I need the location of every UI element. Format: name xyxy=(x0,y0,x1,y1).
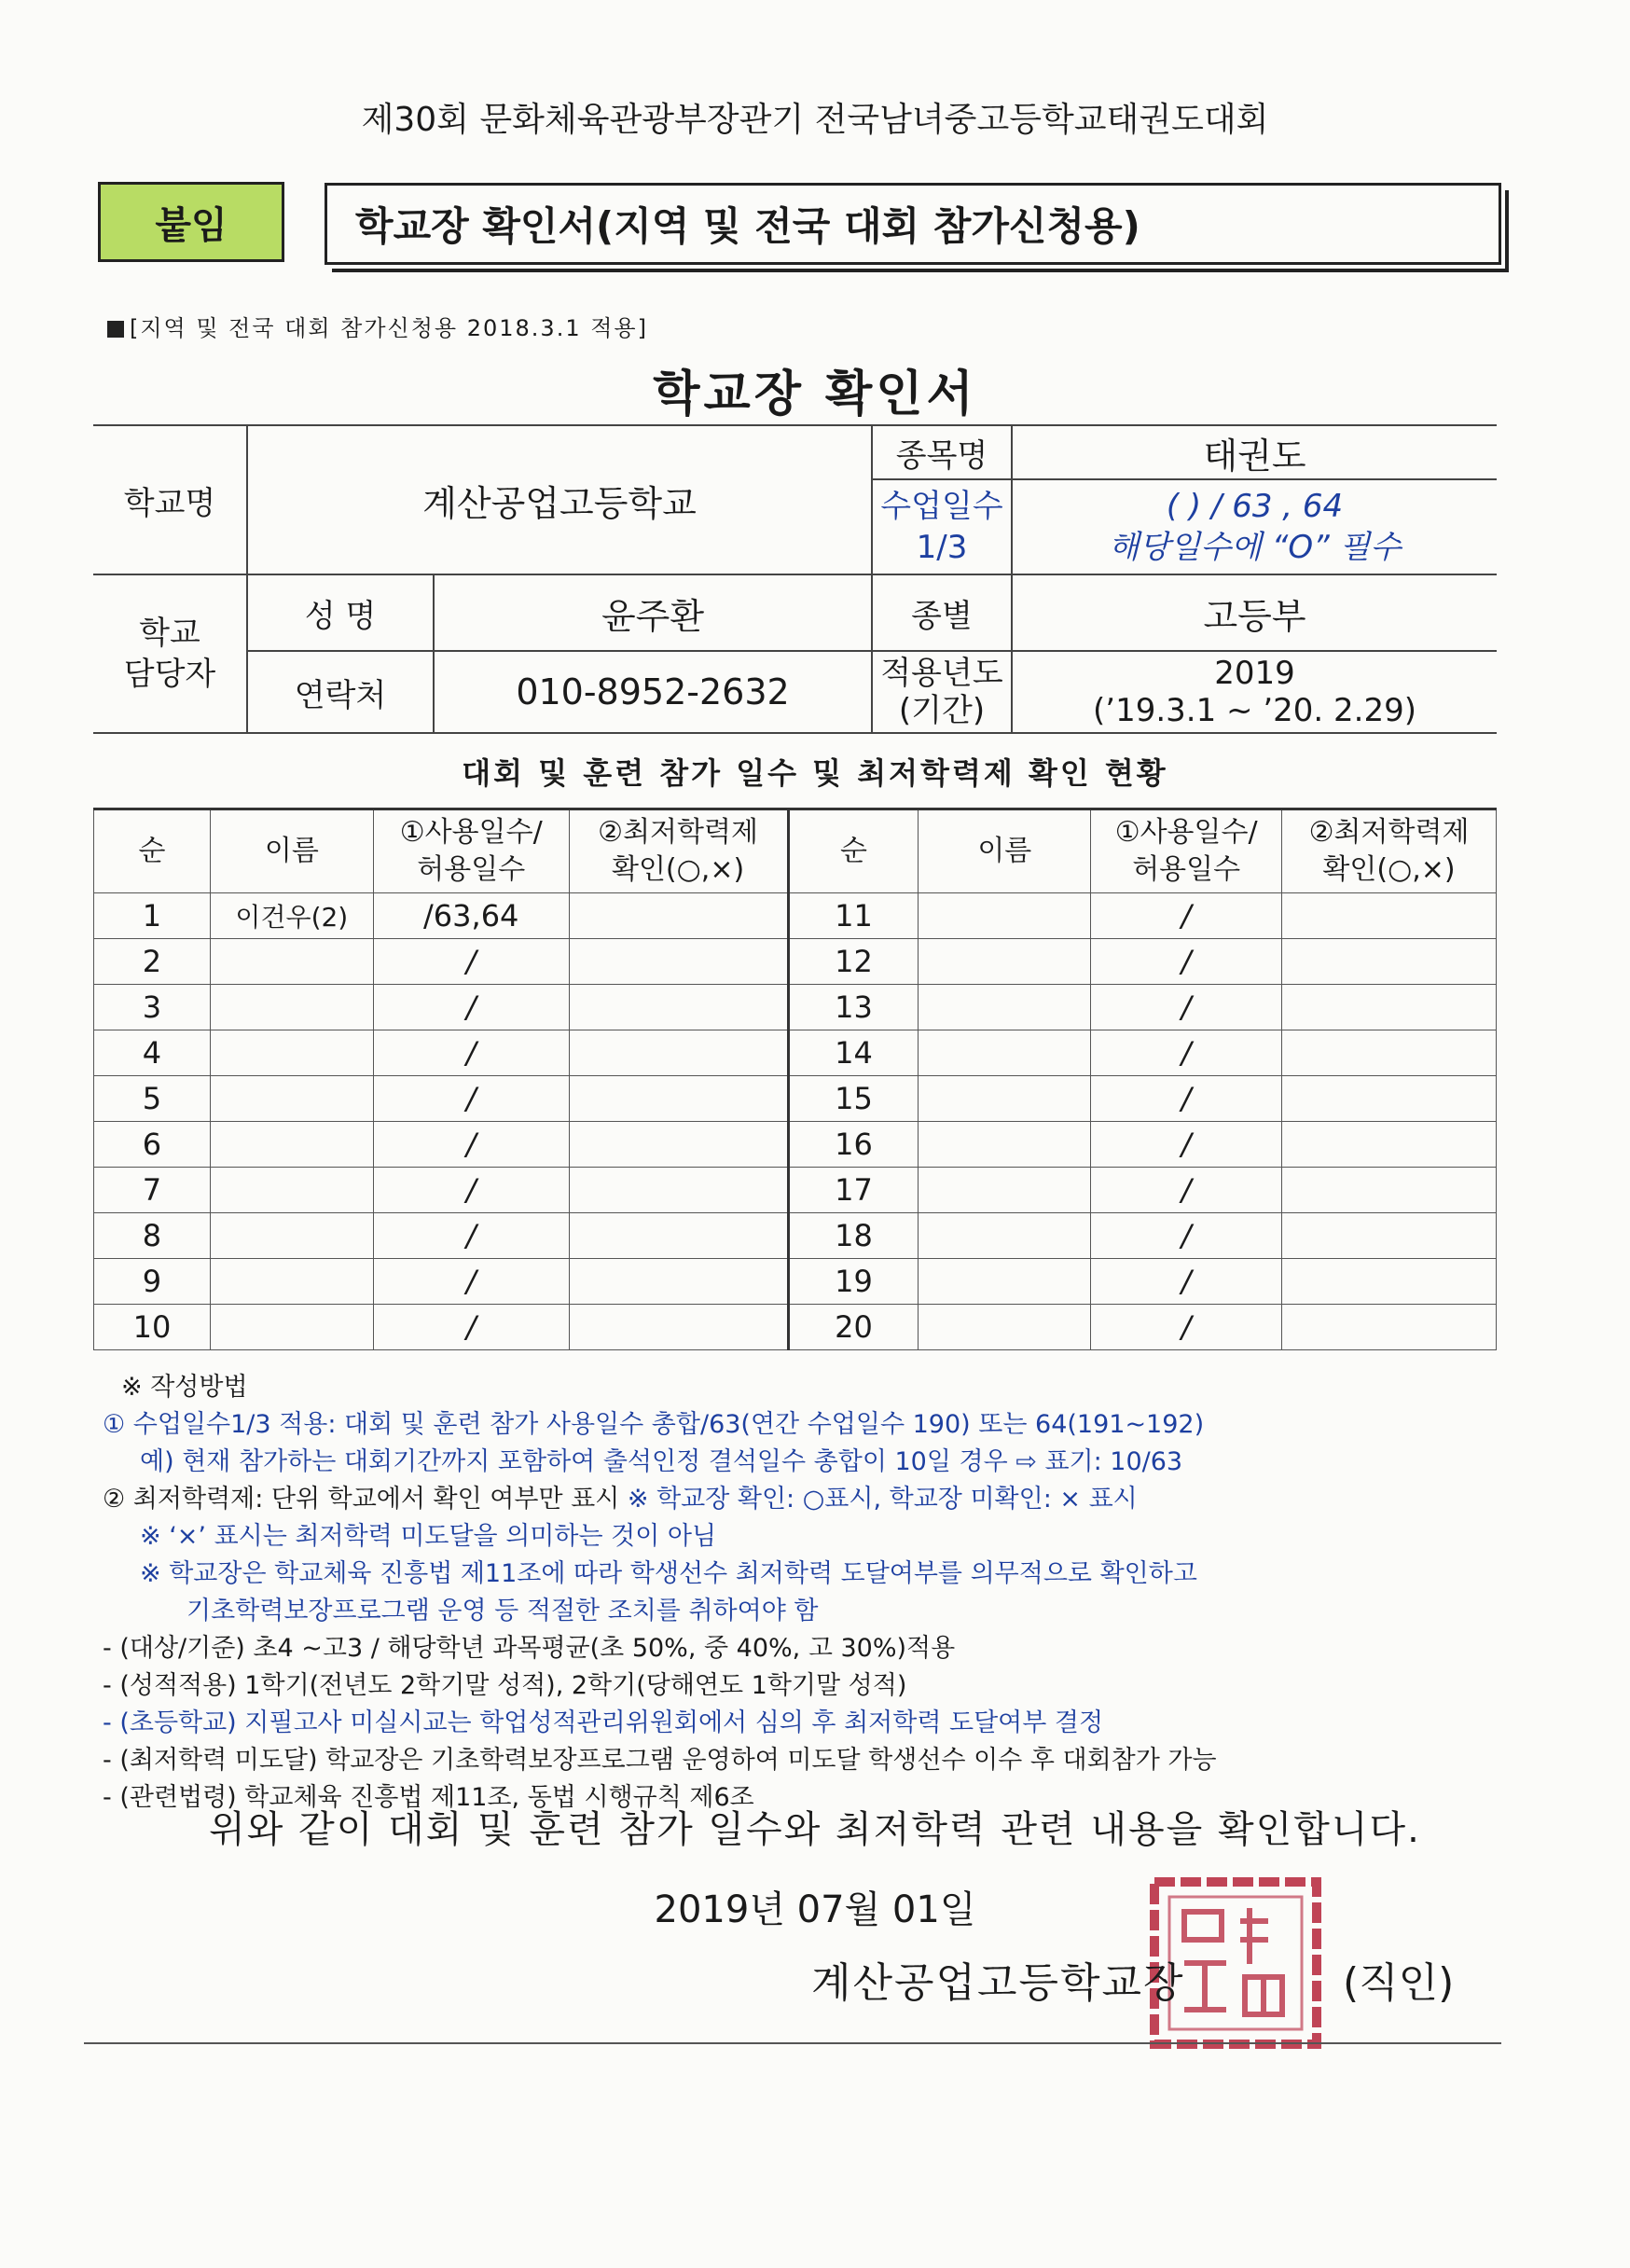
classdays-label xyxy=(872,479,1012,574)
classdays-label-line2: 1/3 xyxy=(916,529,968,566)
form-note xyxy=(107,310,648,342)
col-min-right-line1: ②최저학력제 xyxy=(1308,816,1470,849)
row-days: / xyxy=(1091,1168,1282,1213)
row-no: 1 xyxy=(94,893,211,939)
row-name xyxy=(919,1213,1091,1259)
row-no: 6 xyxy=(94,1122,211,1168)
row-name xyxy=(919,1259,1091,1305)
event-title: 제30회 문화체육관광부장관기 전국남녀중고등학교태권도대회 xyxy=(361,101,1269,139)
method-line-4: ※ ‘×’ 표시는 최저학력 미도달을 의미하는 것이 아님 xyxy=(140,1522,717,1551)
table-row xyxy=(94,1213,1497,1259)
method-heading: ※ 작성방법 xyxy=(121,1373,248,1402)
row-days: / xyxy=(373,1076,569,1122)
row-min xyxy=(569,1030,788,1076)
document-heading: 학교장 확인서 xyxy=(653,366,977,422)
row-no: 14 xyxy=(788,1030,919,1076)
row-name xyxy=(919,939,1091,985)
contact-label: 연락처 xyxy=(247,651,434,733)
col-days-left-line2: 허용일수 xyxy=(417,853,526,886)
row-days: / xyxy=(1091,1259,1282,1305)
row-days: / xyxy=(1091,1030,1282,1076)
row-no: 5 xyxy=(94,1076,211,1122)
row-min xyxy=(569,985,788,1030)
col-min-left-line1: ②최저학력제 xyxy=(598,816,758,849)
row-days: / xyxy=(373,939,569,985)
col-min-left xyxy=(569,809,788,893)
row-days: / xyxy=(1091,1076,1282,1122)
event-label: 종목명 xyxy=(872,425,1012,479)
table-row xyxy=(94,1076,1497,1122)
status-header-row xyxy=(94,809,1497,893)
classdays-value-line2: 해당일수에 “O” 필수 xyxy=(1108,529,1402,566)
row-days: / xyxy=(1091,1213,1282,1259)
year-value-line2: (’19.3.1 ~ ’20. 2.29) xyxy=(1093,692,1416,729)
row-no: 8 xyxy=(94,1213,211,1259)
row-days: / xyxy=(373,1259,569,1305)
method-line-3 xyxy=(103,1481,1520,1518)
row-min xyxy=(569,1213,788,1259)
row-no: 15 xyxy=(788,1076,919,1122)
row-days: / xyxy=(1091,1305,1282,1350)
row-days: / xyxy=(1091,985,1282,1030)
method-line-7: - (대상/기준) 초4 ~고3 / 해당학년 과목평균(초 50%, 중 40%, 고 30%)적용 xyxy=(103,1634,956,1663)
row-no: 3 xyxy=(94,985,211,1030)
method-line-6: 기초학력보장프로그램 운영 등 적절한 조치를 취하여야 함 xyxy=(186,1597,819,1625)
school-value: 계산공업고등학교 xyxy=(247,425,872,574)
method-line-2: 예) 현재 참가하는 대회기간까지 포함하여 출석인정 결석일수 총합이 10일 경우 ⇨ 표기: 10/63 xyxy=(140,1447,1183,1476)
row-no: 9 xyxy=(94,1259,211,1305)
form-note-text: [지역 및 전국 대회 참가신청용 2018.3.1 적용] xyxy=(130,315,648,341)
row-days: / xyxy=(1091,1122,1282,1168)
row-name xyxy=(210,1030,373,1076)
year-value xyxy=(1012,651,1497,733)
division-value: 고등부 xyxy=(1012,574,1497,651)
table-row xyxy=(94,939,1497,985)
division-label: 종별 xyxy=(872,574,1012,651)
row-min xyxy=(569,939,788,985)
table-row xyxy=(94,1305,1497,1350)
row-min xyxy=(569,1168,788,1213)
year-label xyxy=(872,651,1012,733)
row-days: / xyxy=(373,1122,569,1168)
signer-name: 계산공업고등학교장 xyxy=(811,1959,1185,2007)
attachment-badge: 붙임 xyxy=(98,182,284,262)
name-label: 성 명 xyxy=(247,574,434,651)
seal-label: (직인) xyxy=(1343,1959,1455,2007)
issue-date: 2019년 07월 01일 xyxy=(654,1888,976,1931)
table-row xyxy=(94,985,1497,1030)
table-row xyxy=(94,893,1497,939)
info-table xyxy=(93,424,1497,734)
year-label-line2: (기간) xyxy=(898,692,986,729)
row-no: 19 xyxy=(788,1259,919,1305)
status-heading: 대회 및 훈련 참가 일수 및 최저학력제 확인 현황 xyxy=(462,755,1168,791)
row-name xyxy=(919,893,1091,939)
row-days: / xyxy=(373,1213,569,1259)
school-label: 학교명 xyxy=(93,425,247,574)
row-name: 이건우(2) xyxy=(210,893,373,939)
col-no-left: 순 xyxy=(94,809,211,893)
row-name xyxy=(210,1259,373,1305)
writing-method xyxy=(103,1369,1520,1817)
col-min-left-line2: 확인(○,×) xyxy=(611,853,745,886)
row-name xyxy=(919,985,1091,1030)
row-name xyxy=(210,1168,373,1213)
row-days: / xyxy=(1091,939,1282,985)
table-row xyxy=(94,1122,1497,1168)
col-days-left xyxy=(373,809,569,893)
row-min xyxy=(1282,1168,1497,1213)
row-no: 7 xyxy=(94,1168,211,1213)
form-title: 학교장 확인서(지역 및 전국 대회 참가신청용) xyxy=(325,183,1501,265)
method-line-11: - (관련법령) 학교체육 진흥법 제11조, 동법 시행규칙 제6조 xyxy=(103,1783,754,1812)
row-min xyxy=(1282,893,1497,939)
row-name xyxy=(919,1168,1091,1213)
row-no: 4 xyxy=(94,1030,211,1076)
classdays-label-line1: 수업일수 xyxy=(880,488,1003,525)
row-name xyxy=(919,1076,1091,1122)
row-name xyxy=(210,1122,373,1168)
row-min xyxy=(569,1076,788,1122)
row-name xyxy=(210,1305,373,1350)
confirmation-statement: 위와 같이 대회 및 훈련 참가 일수와 최저학력 관련 내용을 확인합니다. xyxy=(209,1808,1421,1851)
col-no-right: 순 xyxy=(788,809,919,893)
col-name-left: 이름 xyxy=(210,809,373,893)
row-min xyxy=(1282,1076,1497,1122)
row-no: 10 xyxy=(94,1305,211,1350)
bottom-divider xyxy=(84,2042,1501,2044)
row-name xyxy=(210,1213,373,1259)
row-min xyxy=(1282,985,1497,1030)
table-row xyxy=(94,1259,1497,1305)
row-name xyxy=(919,1030,1091,1076)
row-no: 16 xyxy=(788,1122,919,1168)
col-min-right-line2: 확인(○,×) xyxy=(1322,853,1456,886)
method-line-3a: ② 최저학력제: 단위 학교에서 확인 여부만 표시 xyxy=(103,1485,628,1514)
row-days: / xyxy=(373,985,569,1030)
row-no: 17 xyxy=(788,1168,919,1213)
staff-label-line2: 담당자 xyxy=(123,656,216,693)
method-line-10: - (최저학력 미도달) 학교장은 기초학력보장프로그램 운영하여 미도달 학생선수 이수 후 대회참가 가능 xyxy=(103,1746,1217,1775)
row-name xyxy=(210,985,373,1030)
staff-label-line1: 학교 xyxy=(139,615,200,652)
contact-value: 010-8952-2632 xyxy=(434,651,872,733)
method-line-1: ① 수업일수1/3 적용: 대회 및 훈련 참가 사용일수 총합/63(연간 수업일수 190) 또는 64(191~192) xyxy=(103,1410,1205,1439)
row-days: / xyxy=(373,1030,569,1076)
col-days-right xyxy=(1091,809,1282,893)
classdays-value xyxy=(1012,479,1497,574)
row-name xyxy=(210,1076,373,1122)
row-no: 20 xyxy=(788,1305,919,1350)
square-bullet-icon xyxy=(107,321,124,338)
row-no: 13 xyxy=(788,985,919,1030)
row-no: 12 xyxy=(788,939,919,985)
table-row xyxy=(94,1168,1497,1213)
name-value: 윤주환 xyxy=(434,574,872,651)
row-days: / xyxy=(1091,893,1282,939)
row-name xyxy=(919,1305,1091,1350)
row-min xyxy=(569,1305,788,1350)
col-days-left-line1: ①사용일수/ xyxy=(399,816,543,849)
method-line-9: - (초등학교) 지필고사 미실시교는 학업성적관리위원회에서 심의 후 최저학력 도달여부 결정 xyxy=(103,1708,1104,1737)
row-name xyxy=(919,1122,1091,1168)
year-label-line1: 적용년도 xyxy=(880,655,1003,692)
row-min xyxy=(1282,1305,1497,1350)
method-line-8: - (성적적용) 1학기(전년도 2학기말 성적), 2학기(당해연도 1학기말 성적) xyxy=(103,1671,907,1700)
row-min xyxy=(1282,1030,1497,1076)
table-row xyxy=(94,1030,1497,1076)
year-value-line1: 2019 xyxy=(1214,655,1295,692)
status-table xyxy=(93,808,1497,1350)
row-days: / xyxy=(373,1168,569,1213)
row-min xyxy=(569,893,788,939)
staff-label xyxy=(93,574,247,733)
row-min xyxy=(1282,1213,1497,1259)
row-days: /63,64 xyxy=(373,893,569,939)
col-min-right xyxy=(1282,809,1497,893)
row-name xyxy=(210,939,373,985)
row-days: / xyxy=(373,1305,569,1350)
method-line-3b: ※ 학교장 확인: ○표시, 학교장 미확인: × 표시 xyxy=(627,1485,1138,1514)
row-min xyxy=(569,1259,788,1305)
row-min xyxy=(1282,1259,1497,1305)
event-value: 태권도 xyxy=(1012,425,1497,479)
row-no: 18 xyxy=(788,1213,919,1259)
col-days-right-line2: 허용일수 xyxy=(1132,853,1241,886)
row-min xyxy=(569,1122,788,1168)
method-line-5: ※ 학교장은 학교체육 진흥법 제11조에 따라 학생선수 최저학력 도달여부를 의무적으로 확인하고 xyxy=(140,1559,1197,1588)
row-min xyxy=(1282,939,1497,985)
col-days-right-line1: ①사용일수/ xyxy=(1114,816,1258,849)
row-no: 11 xyxy=(788,893,919,939)
classdays-value-line1: ( ) / 63 , 64 xyxy=(1166,488,1344,525)
col-name-right: 이름 xyxy=(919,809,1091,893)
row-no: 2 xyxy=(94,939,211,985)
row-min xyxy=(1282,1122,1497,1168)
